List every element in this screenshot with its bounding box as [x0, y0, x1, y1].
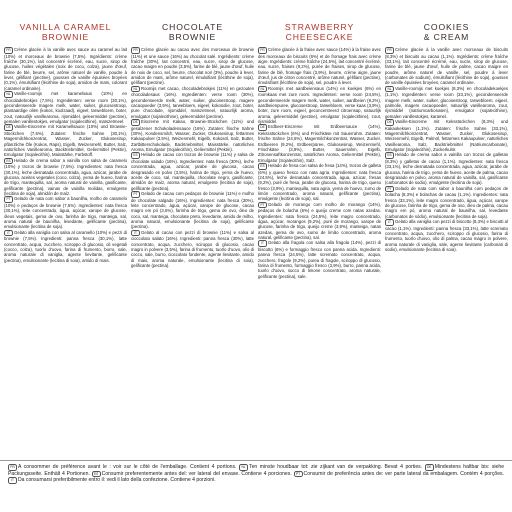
ingredients-nl — [4, 91, 127, 124]
ingredients-fr — [4, 47, 127, 91]
language-code-badge: FR — [8, 464, 17, 471]
ingredients-text: Crème glacée à la vanille avec sauce au caramel au lait (10%) et morceaux de brownie (7,5%). Ingrédients: crème fraîche (30,1%), lait concentré écrémé, eau, sucre, sirop de glucose, huiles végétales (noix de coco, colza), jaune d'œuf, farine de blé, beurre, sel, arôme naturel de vanille, poudre à lever, gélifiant (pectine), gousses de vanille épuisées broyées (0,1%), émulsifiant (lécithine de soja), amidon de maïs, colorant (caramel ordinaire). — [4, 47, 127, 91]
ingredients-text: Gelato alla vaniglia con pezzi di biscotto (8,3%) e biscotti al cacao (1,1%). Ingredienti: panna fresca (33,1%), latte scremato concentrato, acqua, zucchero, sciroppo di glucosio, farina di frumento, tuorlo d'uovo, olio di palma, cacao magro in polvere, aroma naturale di vaniglia, sale, agente lievitante (carbonati di sodio), emulsionante (lecitina di soia). — [385, 219, 508, 252]
ingredients-text: Crème glacée à la fraise avec sauce (14%) à la fraise avec des morceaux de biscuits (6%) et de fromage frais avec crème aigre. Ingrédients: crème fraîche (24,5%), lait concentré écrémé, eau, sucre, fraises (9,2%), purée de fraises, sirop de glucose, farine de blé, fromage frais (3,9%), beurre, crème aigre, jaune d'œuf, jus de citron concentré, arôme naturel, gélifiant (pectine), émulsifiant (lécithine de soja), sel, poudre à lever. — [258, 47, 381, 86]
language-code-badge: ES — [131, 152, 140, 159]
best-before-text: Consumir de preferência antes de: ver parte lateral da embalagem. Contém 4 porções. — [303, 470, 504, 477]
ingredients-text: Helado de cacao con trozos de brownie (11%) y salsa de chocolate salado (16%). Ingredientes: nata fresca (30%), leche concentrada, agua, azúcar, jarabe de glucosa, cacao desgrasado en polvo (3,5%), harina de trigo, yema de huevo, aceite de coco, sal, mantequilla, chocolate negro, gasificante, almidón de maíz, aroma natural, emulgente (lecitina de soja), gelificante (pectina). — [131, 152, 254, 191]
language-code-badge: PT — [258, 202, 267, 209]
ingredients-text: Vanille-Eiscreme mit Keksstückchen (8,3%) und Kakaokeksen (1,1%). Zutaten: frische Sahne (33,1%), Magermilchkonzentrat, Wasser, Zucker, Glukosesirup, Weizenmehl, Eigelb, Palmöl, fettarmes Kakaopulver, natürliches Vanillearoma, Salz, Backtriebmittel (Natriumcarbonate), Emulgator (Sojalecithin), Zuckerkulör. — [385, 119, 508, 152]
best-before-footer — [0, 460, 512, 512]
ingredients-de — [258, 124, 381, 163]
flavor-title-line: CHOCOLATE — [162, 22, 223, 32]
ingredients-text: Gelado de nata com sabor a baunilha, molho de caramelo (10%) e pedaços de brownie (7,5%). Ingredientes: nata fresca (30,1%), leite concentrado, água, açúcar, xarope de glucose, óleos vegetais, gema de ovo, farinha de trigo, manteiga, sal, aroma natural de baunilha, levedante, gelificante (pectina), emulsionante (lecitina de soja). — [4, 196, 127, 230]
best-before-text: A consommer de préférence avant le : voir sur le côté de l'emballage. Contient 4 portions. — [18, 464, 237, 471]
best-before-text: Da consumarsi preferibilmente entro il: vedi il lato della confezione. Contiene 4 porzioni. — [18, 477, 216, 484]
ingredients-pt — [385, 186, 508, 219]
language-code-badge: ES — [258, 163, 267, 170]
flavor-title — [131, 22, 254, 42]
flavor-title-line: CHEESECAKE — [285, 32, 354, 42]
flavor-title — [385, 22, 508, 42]
language-code-badge: IT — [8, 477, 17, 484]
flavor-columns — [4, 22, 508, 452]
language-code-badge: IT — [258, 240, 267, 247]
ingredients-text: Vanille-roomijs met karamelsaus (10%) en chocoladebrokjes (7,5%). Ingrediënten: verse room (30,1%), gecondenseerde magere melk, water, suiker, glucosestroop, plantaardige oliën (kokos, koolzaad), eigeel, tarwebloem, boter, zout, natuurlijk vanillearoma, rijsmiddel, geleermiddel (pectine), gemalen vanillestokjes, emulgator (sojalecithine), maïszetmeel. — [4, 91, 127, 124]
language-code-badge: ES — [92, 471, 101, 478]
ingredients-text: Roomijs met aardbeiensaus (14%) en koekjes (6%) en roomkaas met zure room. Ingrediënten: verse room (24,5%), gecondenseerde magere melk, water, suiker, aardbeien (9,2%), aardbeienpuree, glucosestroop, tarwebloem, verse kaas (3,9%), boter, zure room, eigeel, geconcentreerd citroensap, natuurlijk aroma, geleermiddel (pectine), emulgator (sojalecithine), zout, rijsmiddel. — [258, 85, 381, 124]
ingredients-text: Gelado de morango com molho de morango (14%), pedaços de bolacha (6%) e queijo creme com natas azedas. Ingredientes: nata fresca (24,5%), leite magro concentrado, água, açúcar, morangos (9,2%), puré de morango, xarope de glucose, farinha de trigo, queijo creme (3,9%), manteiga, natas azedas, gema de ovo, sumo de limão concentrado, aroma natural, gelificante (pectina), sal. — [258, 201, 381, 240]
ingredients-fr — [131, 47, 254, 86]
ingredients-text: Gelado de cacau com pedaços de brownie (11%) e molho de chocolate salgado (16%). Ingredientes: nata fresca (30%), leite concentrado, água, açúcar, xarope de glucose, cacau magro em pó (3,5%), farinha de trigo, gema de ovo, óleo de coco, sal, manteiga, chocolate preto, levedante, amido de milho, aroma natural, emulsionante (lecitina de soja), gelificante (pectina). — [131, 191, 254, 230]
ingredients-text: Gelato alla vaniglia con salsa al caramello (10%) e pezzi di brownie (7,5%). Ingredienti: panna fresca (30,1%), latte concentrato, acqua, zucchero, sciroppo di glucosio, oli vegetali (cocco, colza), tuorlo d'uovo, farina di frumento, burro, sale, aroma naturale di vaniglia, agente lievitante, gelificante (pectina), emulsionante (lecitina di soia), amido di mais. — [4, 229, 127, 263]
flavor-title — [4, 22, 127, 42]
flavor-title-line: & CREAM — [423, 32, 470, 42]
flavor-column-cookies-and-cream — [385, 22, 508, 452]
best-before-text: Ten minste houdbaar tot: zie zijkant van de verpakking. Bevat 4 porties. — [249, 464, 423, 471]
flavor-title — [258, 22, 381, 42]
language-code-badge: DE — [4, 124, 13, 131]
ingredients-text: Erdbeer-Eiscreme mit Erdbeersauce (14%), Kekssstückchen (6%) und Frischkäse mit Sauerrahm. Zutaten: frische Sahne (24,5%), Magermilchkonzentrat, Wasser, Zucker, Erdbeeren (9,2%), Erdbeerpüree, Glukosesirup, Weizenmehl, Frischkäse (3,9%), Butter, Sauerrahm, Eigelb, Zitronensaftkonzentrat, natürliches Aroma, Geliermittel (Pektin), Emulgator (Sojalecithin), Salz. — [258, 124, 381, 163]
language-code-badge: DE — [258, 124, 267, 131]
ingredients-es — [385, 152, 508, 185]
language-code-badge: DE — [425, 464, 434, 471]
ingredients-text: Helado de crema sabor a vainilla con trozos de galletas (8,3%) y galletas de cacao (1,1%). Ingredientes: nata fresca (33,1%), leche desnatada concentrada, agua, azúcar, jarabe de glucosa, harina de trigo, yema de huevo, aceite de palma, cacao desgrasado en polvo, aroma natural de vainilla, sal, gasificante (carbonatos de sodio), emulgente (lecitina de soja). — [385, 152, 508, 186]
ingredients-text: Gelado de nata com sabor a baunilha com pedaços de bolacha (8,3%) e bolachas de cacau (1,1%). Ingredientes: nata fresca (33,1%), leite magro concentrado, água, açúcar, xarope de glucose, farinha de trigo, gema de ovo, óleo de palma, cacau magro em pó, aroma natural de baunilha, sal, levedante (carbonatos de sódio), emulsionante (lecitina de soja). — [385, 185, 508, 219]
ingredients-de — [131, 119, 254, 152]
flavor-title-line: STRAWBERRY — [284, 22, 355, 32]
language-code-badge: PT — [385, 186, 394, 193]
language-code-badge: IT — [385, 219, 394, 226]
language-code-badge: DE — [131, 119, 140, 126]
ingredients-it — [4, 230, 127, 263]
flavor-column-strawberry-cheesecake — [258, 22, 381, 452]
language-code-badge: PT — [131, 191, 140, 198]
ingredients-de — [385, 119, 508, 152]
flavor-column-chocolate-brownie — [131, 22, 254, 452]
ingredients-pt — [131, 191, 254, 230]
ingredients-nl — [385, 86, 508, 119]
best-before-text: Mindestens haltbar bis: siehe Packungsseite. Enthält 4 Portionen. — [8, 464, 505, 477]
ingredients-es — [258, 163, 381, 202]
language-code-badge: ES — [4, 158, 13, 165]
ingredients-it — [385, 219, 508, 252]
footer-text — [0, 464, 512, 484]
language-code-badge: NL — [131, 86, 140, 93]
ingredients-text: Vanille-roomijs met koekjes (8,3%) en chocoladekoekjes (1,1%). Ingrediënten: verse room (33,1%), gecondenseerde magere melk, water, suiker, glucosestroop, tarwebloem, eigeel, palmolie, magere cacaopoeder, natuurlijk vanillearoma, zout, rijsmiddel (natriumcarbonaten), emulgator (sojalecithine), gemalen vanillestokjes, karamel. — [385, 85, 508, 119]
ingredients-nl — [131, 86, 254, 119]
language-code-badge: FR — [131, 47, 140, 54]
flavor-title-line: COOKIES — [423, 22, 470, 32]
flavor-title-line: VANILLA CARAMEL — [19, 22, 112, 32]
language-code-badge: NL — [385, 86, 394, 93]
language-code-badge: DE — [385, 119, 394, 126]
ingredients-de — [4, 124, 127, 157]
language-code-badge: NL — [239, 464, 248, 471]
ingredients-pt — [258, 202, 381, 241]
language-code-badge: IT — [4, 230, 13, 237]
ingredients-text: Roomijs met cacao, chocoladebrokjes (11%) en gezouten chocoladesaus (16%). Ingrediënten: verse room (30%), gecondenseerde melk, water, suiker, glucosestroop, magere cacaopoeder (3,5%), tarwebloem, eigeel, kokosolie, zout, boter, pure chocolade, rijsmiddel, maïszetmeel, natuurlijk aroma, emulgator (sojalecithine), geleermiddel (pectine). — [131, 85, 254, 119]
ingredients-text: Crème glacée au cacao avec des morceaux de brownie (11%) et une sauce (16%) au chocolat salé. Ingrédients: crème fraîche (30%), lait concentré, eau, sucre, sirop de glucose, cacao maigre en poudre (3,5%), farine de blé, jaune d'œuf, huile de noix de coco, sel, beurre, chocolat noir (3%), poudre à lever, amidon de maïs, arôme naturel, émulsifiant (lécithine de soja), gélifiant (pectine). — [131, 47, 254, 86]
language-code-badge: NL — [258, 86, 267, 93]
ingredients-text: Helado de crema sabor a vainilla con salsa de caramelo (10%) y trozos de brownie (7,5%). Ingredientes: nata fresca (30,1%), leche desnatada concentrada, agua, azúcar, jarabe de glucosa, aceites vegetales (coco, colza), yema de huevo, harina de trigo, mantequilla, sal, aroma natural de vainilla, gasificante, gelificante (pectina), vainas de vainilla molidas, emulgente (lecitina de soja), almidón de maíz. — [4, 157, 127, 196]
language-code-badge: FR — [258, 47, 267, 54]
language-code-badge: FR — [4, 47, 13, 54]
ingredients-it — [131, 230, 254, 269]
ingredients-text: Crème glacée à la vanille avec morceaux de biscuits (8,3%) et biscuits au cacao (1,1%). Ingrédients: crème fraîche (33,1%), lait concentré écrémé, eau, sucre, sirop de glucose, farine de blé, jaune d'œuf, huile de palme, cacao maigre en poudre, arôme naturel de vanille, sel, poudre à lever (carbonates de sodium), émulsifiant (lécithine de soja), gousses de vanille épuisées broyées, caramel ordinaire. — [385, 47, 508, 86]
ingredients-it — [258, 240, 381, 279]
flavor-column-vanilla-caramel-brownie — [4, 22, 127, 452]
ingredients-text: Vanille-Eiscreme mit Karamellsauce (10%) und Brownie-Stückchen (7,5%). Zutaten: frische Sahne (30,1%), Magermilchkonzentrat, Wasser, Zucker, Glukosesirup, pflanzliche Öle (Kokos, Raps), Eigelb, Weizenmehl, Butter, Salz, natürliches Vanillearoma, Backtriebmittel, Geliermittel (Pektin), Emulgator (Sojalecithin), Maisstärke, Farbstoff. — [4, 124, 127, 158]
flavor-title-line: BROWNIE — [41, 32, 90, 42]
ingredients-text: Helado de fresa con salsa de fresa (14%), trozos de galleta (6%) y queso fresco con nata agria. Ingredientes: nata fresca (24,5%), leche desnatada concentrada, agua, azúcar, fresas (9,2%), puré de fresa, jarabe de glucosa, harina de trigo, queso fresco (3,9%), mantequilla, nata agria, yema de huevo, zumo de limón concentrado, aroma natural, gelificante (pectina), emulgente (lecitina de soja), sal. — [258, 163, 381, 202]
language-code-badge: ES — [385, 152, 394, 159]
language-code-badge: NL — [4, 91, 13, 98]
language-code-badge: PT — [4, 196, 13, 203]
language-code-badge: PT — [294, 471, 303, 478]
ingredients-text: Eiscreme mit Kakao, Brownie-Stückchen (11%) und gesalzener Schokoladensauce (16%). Zutaten: frische Sahne (30%), Kondensmilch, Wasser, Zucker, Glukosesirup, fettarmes Kakaopulver (3,5%), Weizenmehl, Eigelb, Kokosöl, Salz, Butter, Zartbitterschokolade, Backtriebmittel, Maisstärke, natürliches Aroma, Emulgator (Sojalecithin), Geliermittel (Pektin). — [131, 119, 254, 152]
language-code-badge: IT — [131, 230, 140, 237]
ingredients-fr — [385, 47, 508, 86]
best-before-text: Consumir preferentemente antes del: ver lateral del envase. Contiene 4 porciones. — [101, 470, 292, 477]
ingredients-es — [4, 158, 127, 197]
ingredients-text: Gelato alla fragola con salsa alla fragola (14%), pezzi di biscotto (6%) e formaggio fresco con panna acida. Ingredienti: panna fresca (24,5%), latte scremato concentrato, acqua, zucchero, fragole (9,2%), purea di fragole, sciroppo di glucosio, farina di frumento, formaggio fresco (3,9%), burro, panna acida, tuorlo d'uovo, succo di limone concentrato, aroma naturale, gelificante (pectina), sale. — [258, 240, 381, 279]
ingredients-es — [131, 152, 254, 191]
ingredients-pt — [4, 196, 127, 229]
language-code-badge: FR — [385, 47, 394, 54]
flavor-title-line: BROWNIE — [168, 32, 217, 42]
ingredients-nl — [258, 86, 381, 125]
ingredients-fr — [258, 47, 381, 86]
ingredients-text: Gelato al cacao con pezzi di brownie (11%) e salsa al cioccolato salato (16%). Ingredienti: panna fresca (30%), latte concentrato, acqua, zucchero, sciroppo di glucosio, cacao magro in polvere (3,5%), farina di frumento, tuorlo d'uovo, olio di cocco, sale, burro, cioccolato fondente, agente lievitante, amido di mais, aroma naturale, emulsionante (lecitina di soia), gelificante (pectina). — [131, 229, 254, 268]
